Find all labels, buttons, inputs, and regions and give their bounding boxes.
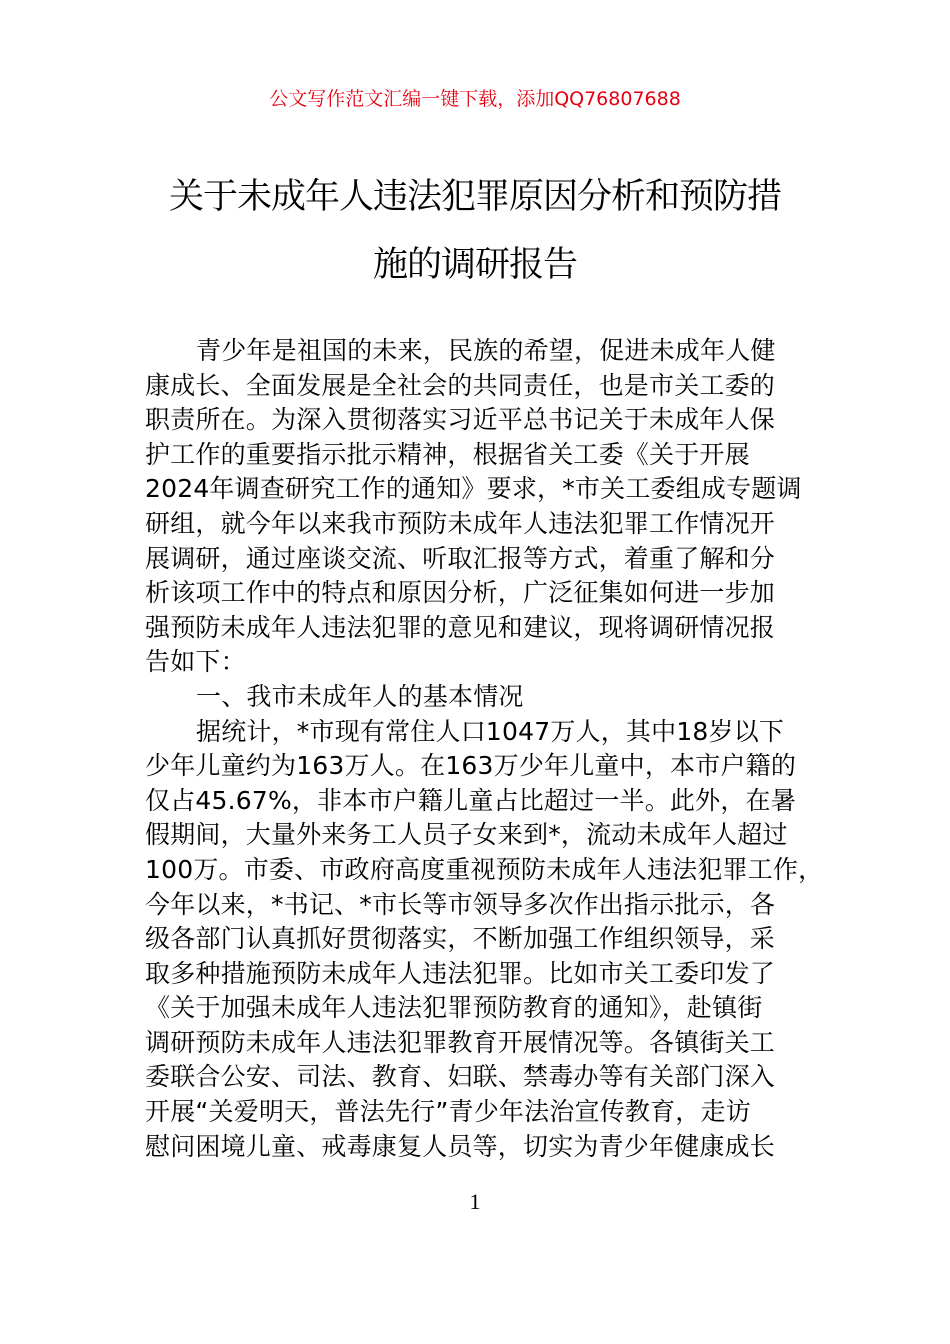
text-line: 100万。市委、市政府高度重视预防未成年人违法犯罪工作，: [145, 854, 824, 884]
text-line: 级各部门认真抓好贯彻落实，不断加强工作组织领导，采: [145, 924, 776, 954]
page-number: 1: [469, 1189, 481, 1214]
paragraph: [145, 680, 835, 715]
text-line: 假期间，大量外来务工人员子女来到*，流动未成年人超过: [145, 820, 788, 850]
text-line: 调研预防未成年人违法犯罪教育开展情况等。各镇街关工: [145, 1027, 776, 1057]
text-line: 一、我市未成年人的基本情况: [196, 681, 524, 711]
document-title-line-1: 关于未成年人违法犯罪原因分析和预防措: [168, 177, 781, 217]
text-line: 青少年是祖国的未来，民族的希望，促进未成年人健: [196, 336, 776, 365]
text-line: 研组，就今年以来我市预防未成年人违法犯罪工作情况开: [145, 508, 776, 538]
text-line: 委联合公安、司法、教育、妇联、禁毒办等有关部门深入: [145, 1062, 776, 1092]
document-body: [145, 334, 835, 1164]
text-line: 慰问困境儿童、戒毒康复人员等，切实为青少年健康成长: [145, 1131, 776, 1161]
text-line: 仅占45.67%，非本市户籍儿童占比超过一半。此外，在暑: [145, 785, 796, 815]
text-line: 取多种措施预防未成年人违法犯罪。比如市关工委印发了: [145, 958, 776, 988]
text-line: 康成长、全面发展是全社会的共同责任，也是市关工委的: [145, 370, 776, 400]
document-title-line-2: 施的调研报告: [372, 245, 577, 285]
download-notice: 公文写作范文汇编一键下载，添加QQ76807688: [269, 88, 681, 110]
text-line: 告如下：: [145, 647, 246, 677]
paragraph: [145, 715, 835, 1165]
text-line: 展调研，通过座谈交流、听取汇报等方式，着重了解和分: [145, 543, 776, 573]
text-line: 开展“关爱明天，普法先行”青少年法治宣传教育，走访: [145, 1097, 751, 1127]
text-line: 2024年调查研究工作的通知》要求，*市关工委组成专题调: [145, 474, 802, 504]
text-line: 据统计，*市现有常住人口1047万人，其中18岁以下: [196, 716, 785, 746]
text-line: 强预防未成年人违法犯罪的意见和建议，现将调研情况报: [145, 612, 776, 642]
text-line: 今年以来，*书记、*市长等市领导多次作出指示批示，各: [145, 889, 776, 919]
text-line: 护工作的重要指示批示精神，根据省关工委《关于开展: [145, 439, 750, 469]
text-line: 析该项工作中的特点和原因分析，广泛征集如何进一步加: [145, 578, 776, 608]
text-line: 少年儿童约为163万人。在163万少年儿童中，本市户籍的: [145, 751, 797, 781]
text-line: 《关于加强未成年人违法犯罪预防教育的通知》，赴镇街: [145, 993, 763, 1023]
text-line: 职责所在。为深入贯彻落实习近平总书记关于未成年人保: [145, 405, 776, 435]
paragraph: [145, 334, 835, 680]
